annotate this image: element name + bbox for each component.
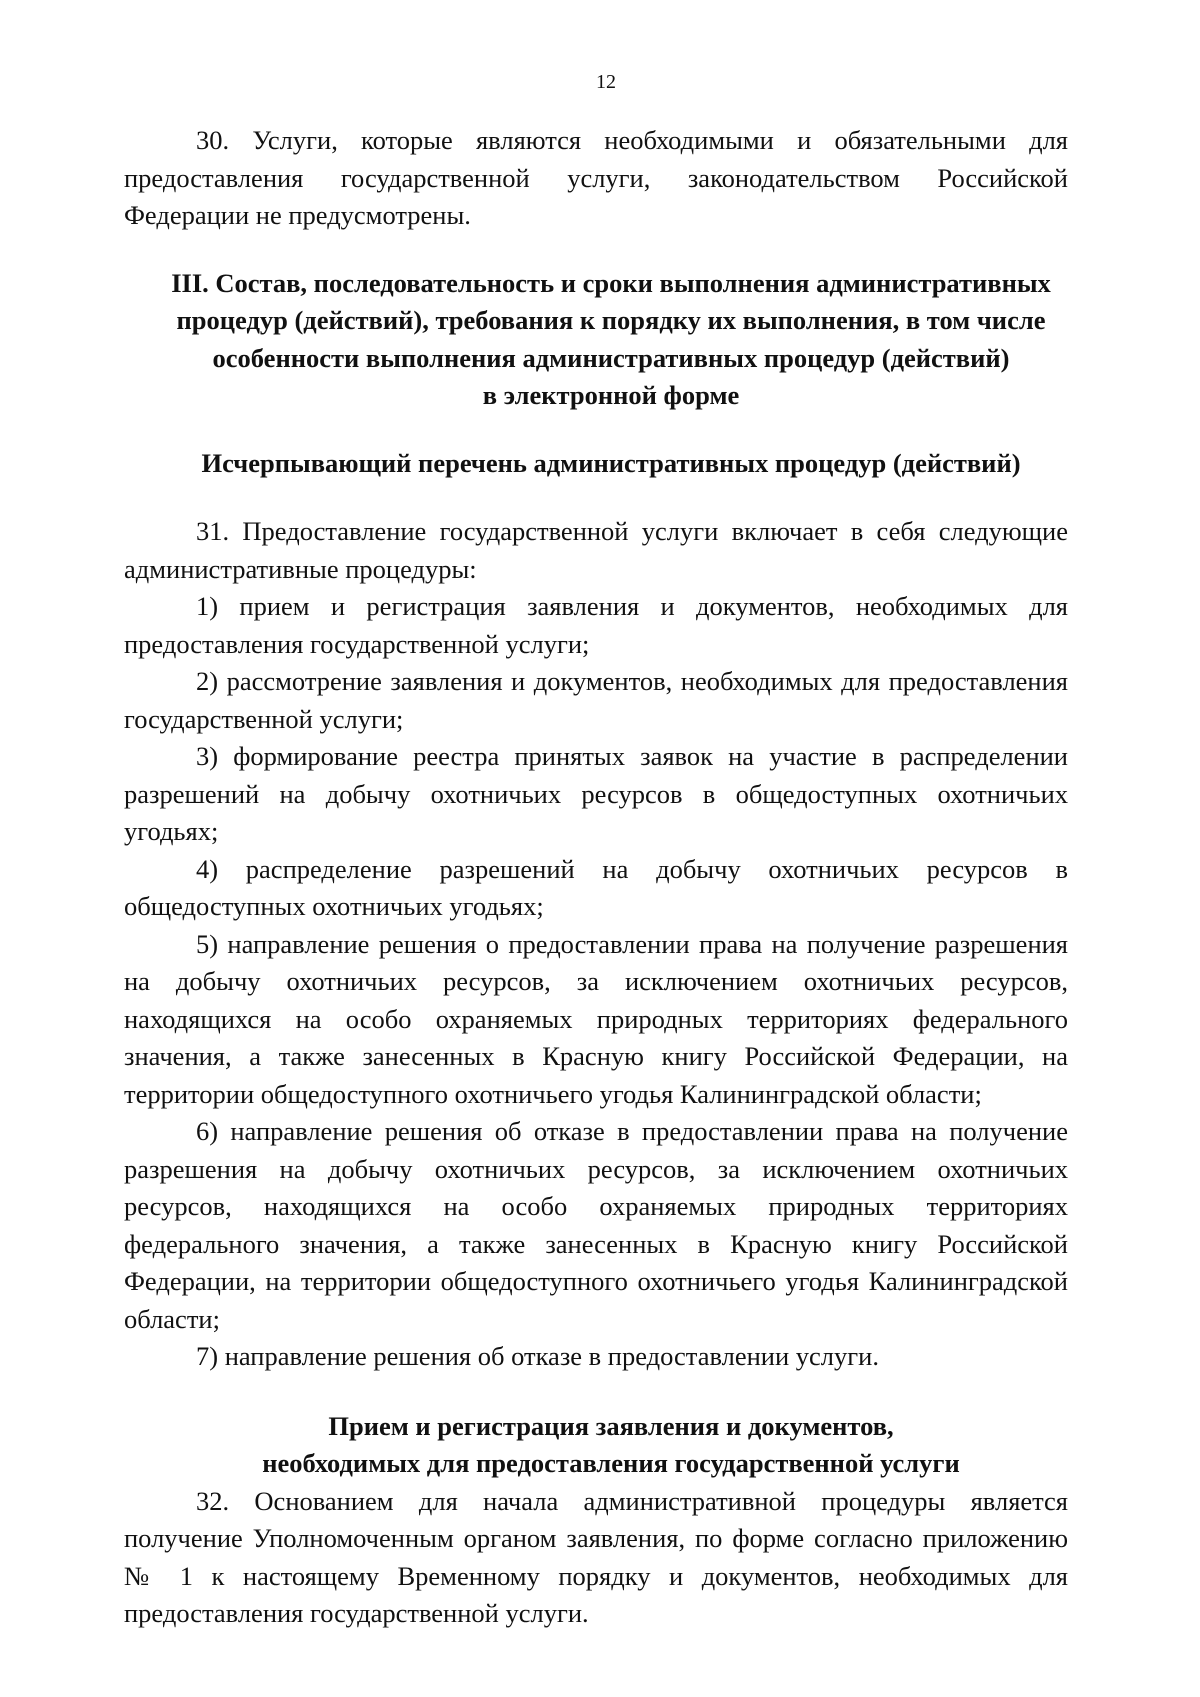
list-item: 4) распределение разрешений на добычу охотничьих ресурсов в общедоступных охотничьих угодьях; (124, 853, 1068, 921)
subheading-line: необходимых для предоставления государственной услуги (262, 1448, 960, 1478)
list-item: 3) формирование реестра принятых заявок на участие в распределении разрешений на добычу охотничьих ресурсов в общедоступных охотничьих угодьях; (124, 741, 1068, 846)
section-heading-line: процедур (действий), требования к порядку их выполнения, в том числе (176, 305, 1046, 335)
list-item: 2) рассмотрение заявления и документов, необходимых для предоставления государственной услуги; (124, 666, 1068, 734)
list-item: 1) прием и регистрация заявления и документов, необходимых для предоставления государственной услуги; (124, 591, 1068, 659)
paragraph-30: 30. Услуги, которые являются необходимыми и обязательными для предоставления государственной услуги, законодательством Российской Федерации не предусмотрены. (124, 125, 1068, 230)
subheading-line: Прием и регистрация заявления и документов, (328, 1410, 894, 1441)
list-item: 7) направление решения об отказе в предоставлении услуги. (196, 1341, 879, 1371)
subheading-reception (124, 1408, 1068, 1483)
section-heading-line: особенности выполнения административных процедур (действий) (212, 342, 1010, 373)
section-heading-line: в электронной форме (482, 380, 740, 410)
list-item: 5) направление решения о предоставлении права на получение разрешения на добычу охотничьих ресурсов, за исключением охотничьих ресурсов, находящихся на особо охраняемых природных территориях федерального значения, а также занесенных в Красную книгу Российской Федерации, на территории общедоступного охотничьего угодья Калининградской области; (124, 928, 1068, 1109)
section-heading-line: III. Состав, последовательность и сроки выполнения административных (171, 267, 1051, 298)
section-heading (124, 265, 1068, 415)
page-number: 12 (596, 71, 616, 93)
paragraph-31: 31. Предоставление государственной услуги включает в себя следующие административные процедуры: (124, 516, 1068, 584)
paragraph-32: 32. Основанием для начала административной процедуры является получение Уполномоченным органом заявления, по форме согласно приложению № 1 к настоящему Временному порядку и документов, необходимых для предоставления государственной услуги. (124, 1485, 1068, 1628)
subheading-procedures-list: Исчерпывающий перечень административных процедур (действий) (201, 447, 1021, 478)
list-item: 6) направление решения об отказе в предоставлении права на получение разрешения на добычу охотничьих ресурсов, за исключением охотничьих ресурсов, находящихся на особо охраняемых природных территориях федерального значения, а также занесенных в Красную книгу Российской Федерации, на территории общедоступного охотничьего угодья Калининградской области; (124, 1116, 1068, 1334)
